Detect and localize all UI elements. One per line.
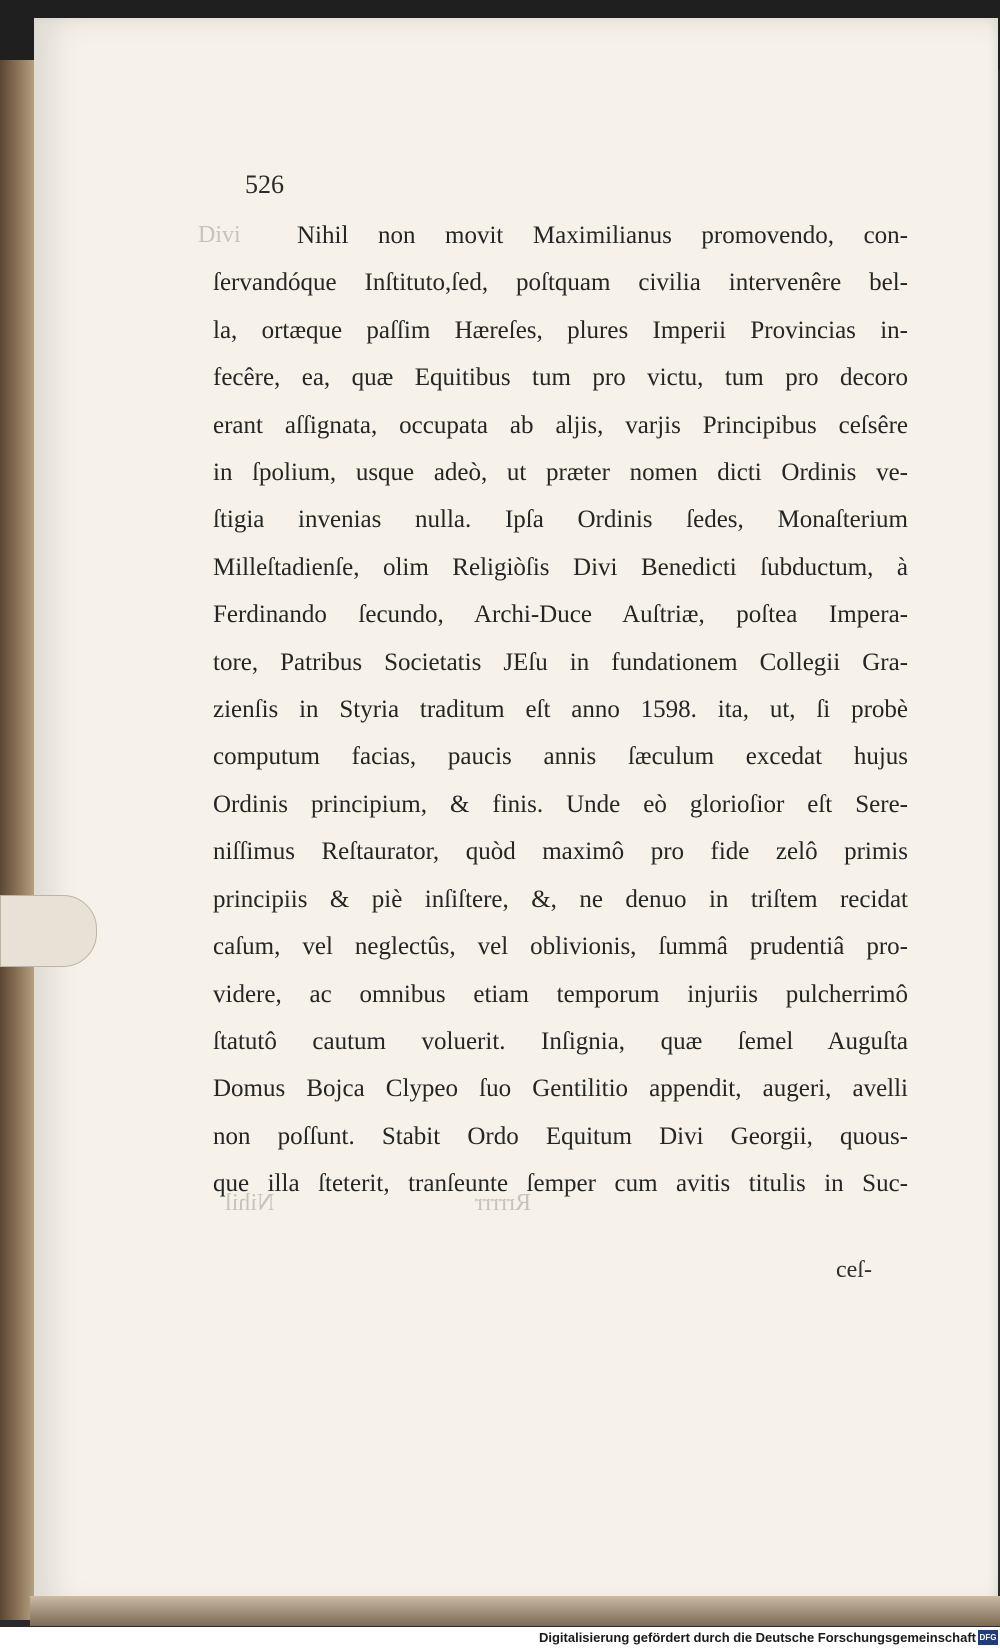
page-marker-tab (0, 895, 97, 967)
page-number: 526 (245, 170, 284, 199)
body-text (213, 212, 908, 1208)
text-line: ſtigia invenias nulla. Ipſa Ordinis ſedes, Monaſterium (213, 506, 908, 534)
text-line: Ferdinando ſecundo, Archi-Duce Auſtriæ, poſtea Impera- (213, 601, 908, 629)
text-line: in ſpolium, usque adeò, ut præter nomen dicti Ordinis ve- (213, 459, 908, 487)
text-line: non poſſunt. Stabit Ordo Equitum Divi Georgii, quous- (213, 1122, 908, 1150)
text-line: Ordinis principium, & finis. Unde eò glorioſior eſt Sere- (213, 790, 908, 818)
text-line: que illa ſteterit, tranſeunte ſemper cum avitis titulis in Suc- (213, 1170, 908, 1198)
text-line: ſtatutô cautum voluerit. Inſignia, quæ ſemel Auguſta (213, 1027, 908, 1055)
bleed-through-text: Rrrrrr (475, 1190, 531, 1216)
text-line: principiis & piè inſiſtere, &, ne denuo in triſtem recidat (213, 885, 908, 913)
bleed-through-text: Divi (198, 222, 241, 248)
text-line: zienſis in Styria traditum eſt anno 1598. ita, ut, ſi probè (213, 696, 908, 724)
text-line: fecêre, ea, quæ Equitibus tum pro victu, tum pro decoro (213, 364, 908, 392)
catchword: ceſ- (836, 1257, 872, 1283)
text-line: tore, Patribus Societatis JEſu in fundationem Collegii Gra- (213, 648, 908, 676)
footer-bar (0, 1627, 1000, 1651)
book-bottom-edge (30, 1596, 1000, 1626)
text-line: videre, ac omnibus etiam temporum injuriis pulcherrimô (213, 980, 908, 1008)
footer-credit: Digitalisierung gefördert durch die Deutsche Forschungsgemeinschaft (538, 1630, 976, 1645)
text-line: erant aſſignata, occupata ab aljis, varjis Principibus ceſsêre (213, 411, 908, 439)
text-line: Nihil non movit Maximilianus promovendo, con- (297, 222, 908, 249)
text-line: ſervandóque Inſtituto,ſed, poſtquam civilia intervenêre bel- (213, 269, 908, 297)
text-line: Milleſtadienſe, olim Religiòſis Divi Benedicti ſubductum, à (213, 553, 908, 581)
text-line: la, ortæque paſſim Hæreſes, plures Imperii Provincias in- (213, 316, 908, 344)
text-line: computum facias, paucis annis ſæculum excedat hujus (213, 743, 908, 771)
text-line: caſum, vel neglectûs, vel oblivionis, ſummâ prudentiâ pro- (213, 933, 908, 961)
dfg-logo-icon: DFG (978, 1630, 998, 1645)
text-line: niſſimus Reſtaurator, quòd maximô pro fide zelô primis (213, 838, 908, 866)
bleed-through-text: Nihil (225, 1190, 275, 1216)
text-line: Domus Bojca Clypeo ſuo Gentilitio appendit, augeri, avelli (213, 1075, 908, 1103)
